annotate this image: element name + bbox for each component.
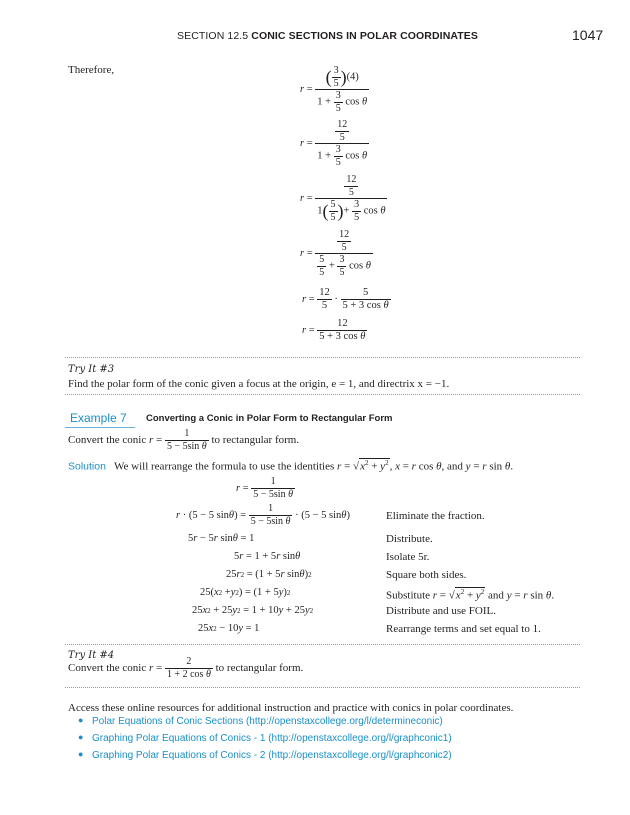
try-it-4-start: Convert the conic bbox=[68, 662, 147, 674]
running-header bbox=[177, 30, 478, 42]
solution-line: Solution We will rearrange the formula to use the identities $r = √x^2 + y^2$, x = r cos θ, and y = r sin θ. bbox=[68, 459, 514, 473]
prompt-start: Convert the conic bbox=[68, 434, 147, 446]
equation-3: r = $\frac{12}{5}$ 1( $\frac{5}{5}$ )+ $\frac{3}{5}$ cos θ bbox=[300, 174, 386, 223]
page-number: 1047 bbox=[572, 27, 604, 43]
try-it-4-end: to rectangular form. bbox=[215, 662, 304, 674]
step-4: 25 r 2 = (1 + 5 r sin θ ) 2 bbox=[226, 569, 312, 580]
resource-link[interactable]: ● Graphing Polar Equations of Conics - 1 (http://openstaxcollege.org/l/graphconic1) bbox=[78, 733, 452, 744]
therefore-text: Therefore, bbox=[68, 64, 115, 76]
step-note: Isolate 5r. bbox=[386, 551, 430, 563]
step-2: 5 r − 5 r sin θ = 1 bbox=[188, 533, 255, 544]
section-title: CONIC SECTIONS IN POLAR COORDINATES bbox=[251, 30, 478, 42]
resource-link[interactable]: ● Polar Equations of Conic Sections (http://openstaxcollege.org/l/determineconic) bbox=[78, 716, 452, 727]
example-title: Converting a Conic in Polar Form to Rectangular Form bbox=[146, 413, 393, 424]
equation-2: r = $\frac{12}{5}$ 1 + $\frac{3}{5}$ cos θ bbox=[300, 119, 368, 168]
step-note-substitute: Substitute $r = √x^2 + y^2$ and y = r sin θ. bbox=[386, 588, 555, 602]
step-note: Substitute bbox=[386, 589, 431, 602]
step-0: r = $\frac{1}{\text{5 − 5sin θ}}$ bbox=[236, 476, 293, 500]
try-it-4-text: Convert the conic r = $\frac{2}{\text{1 + 2 cos θ}}$ to rectangular form. bbox=[68, 656, 304, 680]
equation-4: r = $\frac{12}{5}$ $\frac{5}{5}$ + $\frac{3}{5}$ cos θ bbox=[300, 229, 371, 278]
divider bbox=[65, 394, 580, 395]
resource-list bbox=[78, 716, 452, 767]
section-number: SECTION 12.5 bbox=[177, 30, 249, 42]
prompt-end: to rectangular form. bbox=[211, 434, 300, 446]
step-note: Distribute and use FOIL. bbox=[386, 605, 496, 617]
solution-label: Solution bbox=[68, 460, 106, 473]
divider bbox=[65, 357, 580, 358]
step-7: 25 x 2 − 10 y = 1 bbox=[198, 623, 260, 634]
divider bbox=[65, 687, 580, 688]
example-label: Example 7 bbox=[70, 411, 127, 425]
step-6: 25 x 2 + 25 y 2 = 1 + 10 y + 25 y 2 bbox=[192, 605, 314, 616]
try-it-4-label: Try It #4 bbox=[68, 650, 115, 661]
resource-link[interactable]: ● Graphing Polar Equations of Conics - 2 (http://openstaxcollege.org/l/graphconic2) bbox=[78, 750, 452, 761]
step-note: Distribute. bbox=[386, 533, 433, 545]
example-prompt: Convert the conic r = $\frac{1}{\text{5 − 5sin θ}}$ to rectangular form. bbox=[68, 428, 300, 452]
step-note: Square both sides. bbox=[386, 569, 467, 581]
step-1: r · (5 − 5 sin θ ) = $\frac{1}{\text{5 − 5sin θ}}$ · (5 − 5 sin θ ) bbox=[176, 503, 350, 527]
resources-intro: Access these online resources for additional instruction and practice with conics in polar coordinates. bbox=[68, 702, 514, 714]
try-it-3-text: Find the polar form of the conic given a focus at the origin, e = 1, and directrix x = −1. bbox=[68, 378, 450, 390]
try-it-3-label: Try It #3 bbox=[68, 364, 115, 375]
step-note: Eliminate the fraction. bbox=[386, 510, 485, 522]
equation-6: r = $\frac{12}{\text{5 + 3 cos θ}}$ bbox=[302, 318, 366, 343]
step-note: Rearrange terms and set equal to 1. bbox=[386, 623, 541, 635]
step-5: 25( x 2 + y 2 ) = (1 + 5 y ) 2 bbox=[200, 587, 291, 598]
equation-5: r = $\frac{12}{5}$ · $\frac{5}{\text{5 + 3 cos θ}}$ bbox=[302, 287, 389, 312]
equation-1: r = ( $\frac{3}{5}$ )(4) 1 + $\frac{3}{5}$ cos θ bbox=[300, 65, 368, 114]
solution-text: We will rearrange the formula to use the identities bbox=[114, 460, 335, 473]
divider bbox=[65, 644, 580, 645]
step-3: 5 r = 1 + 5 r sin θ bbox=[234, 551, 301, 562]
